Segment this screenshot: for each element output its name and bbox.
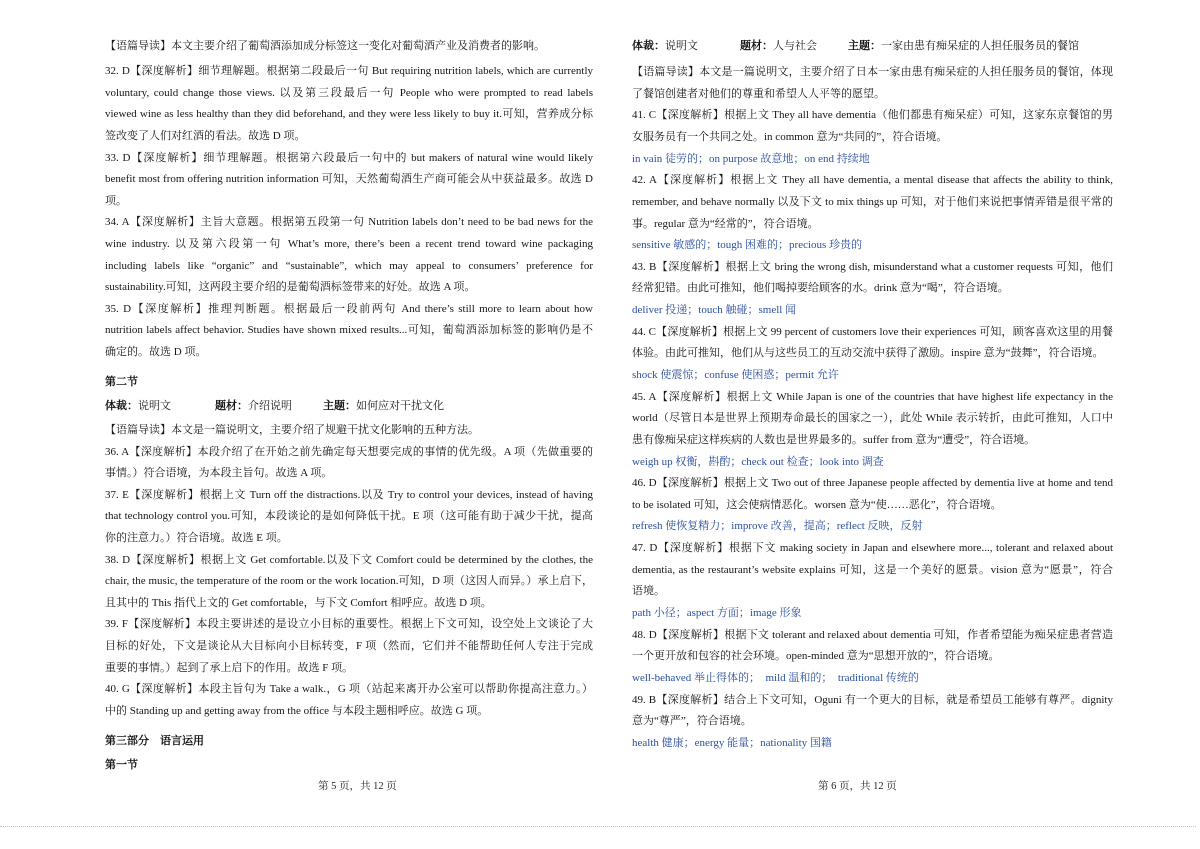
answer-explanation-47 [632, 538, 1113, 625]
answer-explanation-43 [632, 257, 1113, 322]
material-value: 人与社会 [773, 40, 817, 52]
genre-value: 说明文 [665, 40, 698, 52]
answer-explanation-49 [632, 690, 1113, 755]
answer-explanation-41 [632, 105, 1113, 170]
answer-explanation-44 [632, 322, 1113, 387]
material-value: 介绍说明 [248, 400, 292, 413]
explanation-line: 项。 [105, 194, 127, 207]
explanation-line: wine industry. 以及第六段第一句 What’s more, there’s been a recent trend toward wine packaging [105, 237, 593, 250]
explanation-line: 36. A【深度解析】本段介绍了在开始之前先确定每天想要完成的事情的优先级。A 项（先做重要的 [105, 445, 593, 458]
answer-explanation-45 [632, 387, 1113, 474]
explanation-line: 中的 Standing up and getting away from the office 与本段主题相呼应。故选 G 项。 [105, 704, 489, 717]
distractor-glosses: shock 使震惊；confuse 使困惑；permit 允许 [632, 369, 839, 381]
distractor-glosses: weigh up 权衡，斟酌；check out 检查；look into 调查 [632, 455, 884, 468]
distractor-glosses: sensitive 敏感的；tough 困难的；precious 珍贵的 [632, 239, 863, 252]
genre-value: 说明文 [138, 400, 171, 413]
explanation-line: 49. B【深度解析】结合上下文可知，Oguni 有一个更大的目标，就是希望员工能够有尊严。dignity [632, 693, 1113, 706]
answer-explanation-38 [105, 550, 593, 615]
explanation-line: 签改变了人们对红酒的看法。故选 D 项。 [105, 129, 306, 142]
explanation-line: 重要的事情。）起到了承上启下的作用。故选 F 项。 [105, 661, 354, 674]
answer-explanation-40 [105, 679, 593, 722]
genre-label: 体裁： [632, 40, 665, 52]
distractor-glosses: health 健康；energy 能量；nationality 国籍 [632, 736, 832, 749]
material-label: 题材： [215, 400, 248, 413]
explanation-line: 女服务员有一个共同之处。in common 意为“共同的”，符合语境。 [632, 130, 948, 143]
answer-explanation-32 [105, 61, 593, 147]
explanation-line: 42. A【深度解析】根据上文 They all have dementia, a mental disease that affects the ability to think, [632, 174, 1113, 187]
explanation-line: viewed wine as less healthy than they did beforehand, and they were less likely to buy it.可知，营养成分标 [105, 108, 593, 121]
distractor-glosses: path 小径；aspect 方面；image 形象 [632, 607, 802, 620]
answer-explanation-33 [105, 148, 593, 213]
explanation-line: 39. F【深度解析】本段主要讲述的是设立小目标的重要性。根据上下文可知，设空处上文谈论了大 [105, 618, 593, 631]
material-field [740, 36, 848, 58]
material-field [215, 396, 323, 418]
page-border-dotted [0, 826, 1196, 827]
explanation-line: dementia, as the restaurant’s website explains 可知，这是一个美好的愿景。vision 意为“愿景”，符合 [632, 563, 1113, 576]
topic-field [848, 40, 1079, 52]
explanation-line: chair, the music, the temperature of the room or the work location.可知，D 项（这因人而异。）承上启下， [105, 575, 593, 588]
distractor-glosses: in vain 徒劳的；on purpose 故意地；on end 持续地 [632, 152, 870, 165]
answer-explanation-42 [632, 170, 1113, 257]
answer-explanation-48 [632, 625, 1113, 690]
guide-line: 【语篇导读】本文是一篇说明文，主要介绍了日本一家由患有痴呆症的人担任服务员的餐馆，体现 [632, 66, 1113, 79]
material-label: 题材： [740, 40, 773, 52]
explanation-line: 一个更开放和包容的社会环境。open-minded 意为“思想开放的”，符合语境。 [632, 650, 1000, 663]
explanation-line: 41. C【深度解析】根据上文 They all have dementia（他们都患有痴呆症）可知，这家东京餐馆的男 [632, 109, 1113, 122]
answer-explanation-37 [105, 485, 593, 550]
topic-value: 一家由患有痴呆症的人担任服务员的餐馆 [881, 40, 1079, 52]
distractor-glosses: well-behaved 举止得体的； mild 温和的； traditional 传统的 [632, 671, 919, 684]
explanation-line: 目标的好处，下文是谈论从大目标向小目标转变，F 项（然而，它们并不能帮助任何人专注于完成 [105, 640, 593, 652]
explanation-line: 意为“尊严”，符合语境。 [632, 715, 752, 728]
genre-label: 体裁： [105, 400, 138, 413]
explanation-line: voluntary, could change those views. 以及第三段最后一句 People who were prompted to read labels [105, 86, 593, 99]
explanation-line: that technology control you.可知，本段谈论的是如何降低干扰。E 项（这可能有助于减少干扰，提高 [105, 510, 593, 523]
reading-guide: 【语篇导读】本文是一篇说明文，主要介绍了规避干扰文化影响的五种方法。 [105, 424, 479, 437]
explanation-line: 34. A【深度解析】主旨大意题。根据第五段第一句 Nutrition labels don’t need to be bad news for the [105, 216, 593, 229]
explanation-line: 48. D【深度解析】根据下文 tolerant and relaxed about dementia 可知，作者希望能为痴呆症患者营造 [632, 628, 1113, 641]
explanation-line: sustainability.可知，这两段主要介绍的是葡萄酒标签带来的好处。故选 A 项。 [105, 281, 476, 294]
answer-explanation-39 [105, 614, 593, 679]
answer-explanation-46 [632, 473, 1113, 538]
explanation-line: 45. A【深度解析】根据上文 While Japan is one of the countries that have highest life expectancy in the [632, 390, 1113, 403]
answer-explanation-34 [105, 212, 593, 298]
explanation-line: 经常犯错。由此可推知，他们喝掉要给顾客的水。drink 意为“喝”，符合语境。 [632, 282, 1009, 295]
explanation-line: 你的注意力。）符合语境。故选 E 项。 [105, 532, 288, 545]
topic-label: 主题： [323, 400, 356, 413]
topic-field [323, 400, 444, 412]
genre-field [632, 36, 740, 58]
distractor-glosses: refresh 使恢复精力；improve 改善，提高；reflect 反映，反射 [632, 520, 923, 533]
explanation-line: nutrition labels affect behavior. Studies have shown mixed results...可知，葡萄酒添加标签的影响仍是不 [105, 324, 593, 337]
explanation-line: 35. D【深度解析】推理判断题。根据最后一段前两句 And there’s still more to learn about how [105, 302, 593, 315]
explanation-line: 体验。由此可推知，他们从与这些员工的互动交流中获得了激励。inspire 意为“鼓舞”，符合语境。 [632, 347, 1104, 360]
explanation-line: 47. D【深度解析】根据下文 making society in Japan and elsewhere more..., tolerant and relaxed about [632, 542, 1113, 555]
explanation-line: 32. D【深度解析】细节理解题。根据第二段最后一句 But requiring nutrition labels, which are currently [105, 65, 593, 78]
explanation-line: including labels like “organic” and “sustainable”, which may appeal to consumers’ preference for [105, 259, 593, 272]
distractor-glosses: deliver 投递；touch 触碰；smell 闻 [632, 304, 797, 317]
explanation-line: benefit most from offering nutrition information 可知，天然葡萄酒生产商可能会从中获益最多。故选 D [105, 173, 593, 186]
page-footer-right: 第 6 页，共 12 页 [818, 781, 897, 792]
genre-field [105, 396, 215, 418]
explanation-line: remember, and behave normally 以及下文 to mix things up 可知，对于他们来说把事情弄错是很平常的 [632, 195, 1113, 208]
explanation-line: 语境。 [632, 585, 665, 598]
part-heading: 第三部分 语言运用 [105, 734, 204, 747]
reading-guide [632, 62, 1113, 105]
explanation-line: 38. D【深度解析】根据上文 Get comfortable.以及下文 Comfort could be determined by the clothes, the [105, 553, 593, 566]
section-heading: 第一节 [105, 758, 138, 771]
explanation-line: 40. G【深度解析】本段主旨句为 Take a walk.，G 项（站起来离开办公室可以帮助你提高注意力。） [105, 683, 593, 696]
answer-explanation-35 [105, 299, 593, 364]
explanation-line: 44. C【深度解析】根据上文 99 percent of customers love their experiences 可知，顾客喜欢这里的用餐 [632, 325, 1113, 338]
explanation-line: world（尽管日本是世界上预期寿命最长的国家之一），此处 While 表示转折，由此可推知，人口中 [632, 412, 1113, 425]
explanation-line: 43. B【深度解析】根据上文 bring the wrong dish, misunderstand what a customer requests 可知，他们 [632, 260, 1113, 273]
passage-info [105, 396, 593, 418]
right-page-column [632, 36, 1113, 755]
reading-guide: 【语篇导读】本文主要介绍了葡萄酒添加成分标签这一变化对葡萄酒产业及消费者的影响。 [105, 40, 545, 52]
explanation-line: 33. D【深度解析】细节理解题。根据第六段最后一句中的 but makers of natural wine would likely [105, 151, 593, 164]
section-heading: 第二节 [105, 376, 138, 389]
guide-line: 了餐馆创建者对他们的尊重和希望人人平等的愿望。 [632, 87, 885, 100]
explanation-line: 事。regular 意为“经常的”，符合语境。 [632, 217, 819, 230]
passage-info [632, 36, 1113, 58]
topic-value: 如何应对干扰文化 [356, 400, 444, 413]
answer-explanation-36 [105, 442, 593, 485]
explanation-line: to be isolated 可知，这会使病情恶化。worsen 意为“使……恶化”，符合语境。 [632, 498, 1002, 511]
explanation-line: 确定的。故选 D 项。 [105, 345, 207, 358]
explanation-line: 37. E【深度解析】根据上文 Turn off the distractions.以及 Try to control your devices, instead of having [105, 488, 593, 501]
topic-label: 主题： [848, 40, 881, 52]
explanation-line: 事情。）符合语境，为本段主旨句。故选 A 项。 [105, 467, 333, 480]
explanation-line: 患有像痴呆症这样疾病的人数也是世界最多的。suffer from 意为“遭受”，符合语境。 [632, 433, 1036, 446]
explanation-line: 46. D【深度解析】根据上文 Two out of three Japanese people affected by dementia live at home and tend [632, 477, 1113, 490]
left-page-column [105, 36, 593, 777]
page-footer-left: 第 5 页，共 12 页 [318, 781, 397, 792]
explanation-line: 且其中的 This 指代上文的 Get comfortable，与下文 Comfort 相呼应。故选 D 项。 [105, 596, 492, 609]
